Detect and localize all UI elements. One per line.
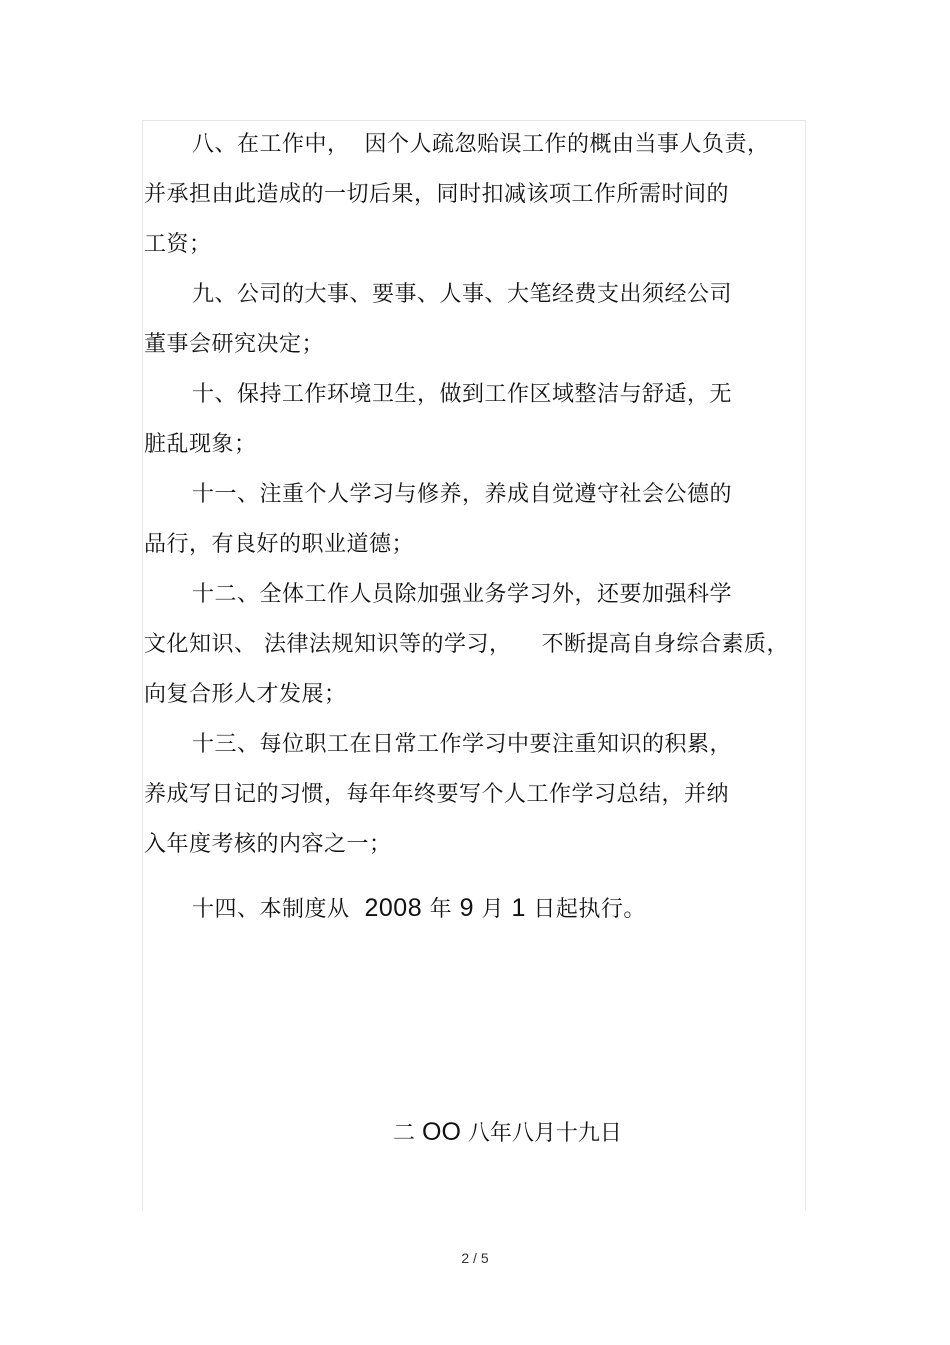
clause-8-line-3: 工资； [144, 232, 212, 257]
clause-14-line [192, 893, 646, 925]
clause-8-line-2: 并承担由此造成的一切后果，同时扣减该项工作所需时间的 [144, 182, 730, 207]
year-unit: 年 [422, 897, 460, 922]
clause-13-line-3: 入年度考核的内容之一； [144, 832, 392, 857]
clause-10-line-2: 脏乱现象； [144, 432, 257, 457]
month-unit: 月 [474, 897, 512, 922]
signature-date-part3: 八年八月十九日 [460, 1121, 622, 1146]
clause-9-line-2: 董事会研究决定； [144, 332, 325, 357]
clause-11-line-1: 十一、注重个人学习与修养，养成自觉遵守社会公德的 [192, 482, 733, 507]
clause-12-line-3: 向复合形人才发展； [144, 682, 347, 707]
clause-9-line-1: 九、公司的大事、要事、人事、大笔经费支出须经公司 [192, 282, 733, 307]
clause-14-suffix: 日起执行。 [525, 897, 646, 922]
clause-12-line-2: 文化知识、 法律法规知识等的学习， 不断提高自身综合素质， [144, 632, 789, 657]
clause-13-line-2: 养成写日记的习惯，每年年终要写个人工作学习总结，并纳 [144, 782, 730, 807]
effective-year: 2008 [364, 894, 423, 922]
clause-10-line-1: 十、保持工作环境卫生，做到工作区域整洁与舒适，无 [192, 382, 733, 407]
clause-11-line-2: 品行，有良好的职业道德； [144, 532, 415, 557]
clause-12-line-1: 十二、全体工作人员除加强业务学习外，还要加强科学 [192, 582, 733, 607]
clause-13-line-1: 十三、每位职工在日常工作学习中要注重知识的积累， [192, 732, 733, 757]
signature-date-part1: 二 [393, 1121, 422, 1146]
page-number: 2 / 5 [461, 1250, 489, 1266]
signature-date [393, 1117, 622, 1149]
effective-month: 9 [459, 894, 475, 922]
signature-date-part2: OO [422, 1118, 461, 1146]
clause-14-prefix: 十四、本制度从 [192, 897, 365, 922]
clause-8-line-1: 八、在工作中， 因个人疏忽贻误工作的概由当事人负责， [192, 132, 770, 157]
effective-day: 1 [511, 894, 526, 922]
